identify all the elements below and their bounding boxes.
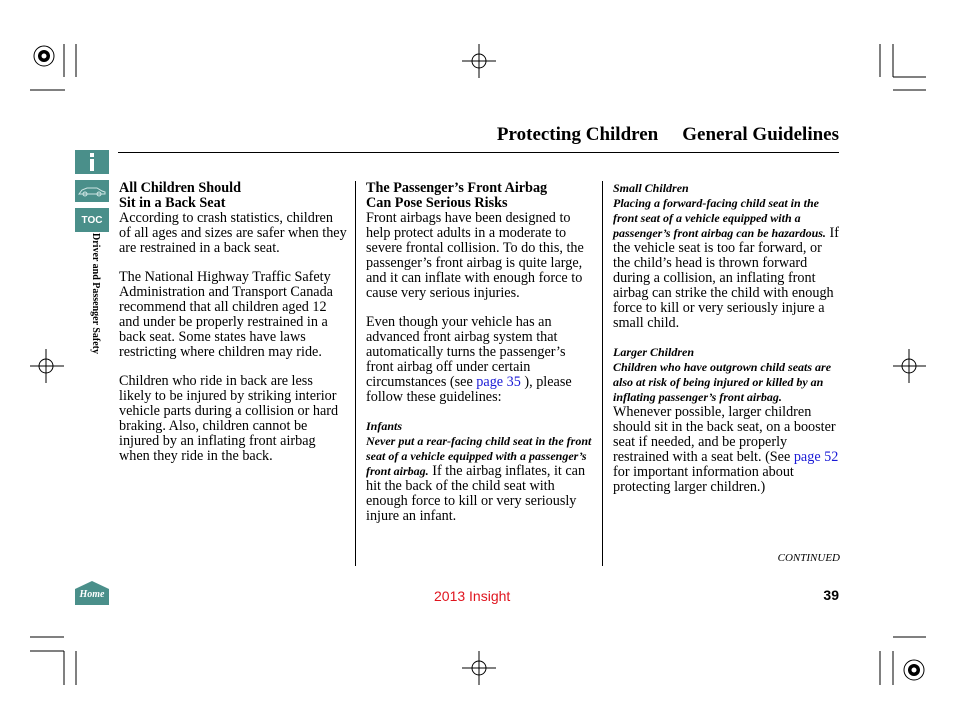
col1-heading-line2: Sit in a Back Seat [119,195,226,211]
section-title: Protecting Children [496,124,659,145]
car-icon [77,184,107,198]
footer-title: 2013 Insight [434,588,511,604]
infants-paragraph [366,434,594,524]
col2-paragraph [366,315,594,405]
home-button[interactable] [74,581,110,605]
infants-warning: Never put a rear-facing child seat in the front seat of a vehicle equipped with a passenger’s front airbag. [366,434,592,478]
larger-children-paragraph [613,360,840,495]
small-children-text: If the vehicle seat is too far forward, or the child’s head is thrown forward during a collision, an inflating front airbag can strike the child with enough force to kill or very seriously injure a small child. [613,225,839,331]
home-label: Home [79,589,105,600]
infants-text: If the airbag inflates, it can hit the back of the child seat with enough force to kill or very seriously injure an infant. [366,463,586,524]
larger-children-text: Whenever possible, larger children should sit in the back seat, on a booster seat if needed, and be properly restrained with a seat belt. (See [613,404,836,465]
small-children-warning: Placing a forward-facing child seat in the front seat of a vehicle equipped with a passenger’s front airbag can be hazardous. [613,196,826,240]
column-3 [613,181,840,509]
col2-heading-line2: Can Pose Serious Risks [366,195,508,211]
col2-text: Even though your vehicle has an advanced front airbag system that automatically turns the passenger’s front airbag off under certain circumstances (see [366,314,566,390]
larger-children-text: for important information about protecting larger children.) [613,464,794,495]
column-divider [355,181,356,566]
column-1 [119,181,347,478]
col1-heading-line1: All Children Should [119,180,241,196]
small-children-heading: Small Children [613,181,689,195]
col2-paragraph: Front airbags have been designed to help protect adults in a moderate to severe frontal collision. To do this, the passenger’s front airbag is quite large, and it can inflate with enough force to cause very serious injuries. [366,210,584,301]
page-35-link[interactable]: page 35 [476,374,521,390]
toc-label: TOC [81,214,103,226]
toc-button[interactable] [75,208,109,232]
header-rule [118,152,839,153]
col2-heading-line1: The Passenger’s Front Airbag [366,180,548,196]
column-2 [366,181,594,538]
info-icon [85,153,99,171]
col1-paragraph: The National Highway Traffic Safety Administration and Transport Canada recommend that all children aged 12 and under be properly restrained in a back seat. Some states have laws restricting where children may ride. [119,269,333,360]
subsection-title: General Guidelines [682,124,839,145]
infants-heading: Infants [366,419,403,433]
page-52-link[interactable]: page 52 [793,449,839,465]
small-children-paragraph [613,196,840,331]
larger-children-heading: Larger Children [613,345,695,359]
larger-children-warning: Children who have outgrown child seats are also at risk of being injured or killed by an inflating passenger’s front airbag. [613,360,832,404]
col1-paragraph: According to crash statistics, children of all ages and sizes are safer when they are restrained in a back seat. [119,210,347,256]
page-number: 39 [823,587,839,603]
info-button[interactable] [75,150,109,174]
col2-text: ), please follow these guidelines: [366,374,572,405]
col1-paragraph: Children who ride in back are less likely to be injured by striking interior vehicle parts during a collision or hard braking. Also, children cannot be injured by an inflating front airbag when they ride in the back. [119,373,339,464]
column-divider [602,181,603,566]
car-button[interactable] [75,180,109,202]
page-header [497,124,839,146]
continued-label: CONTINUED [777,552,840,564]
section-tab-label: Driver and Passenger Safety [90,233,101,355]
